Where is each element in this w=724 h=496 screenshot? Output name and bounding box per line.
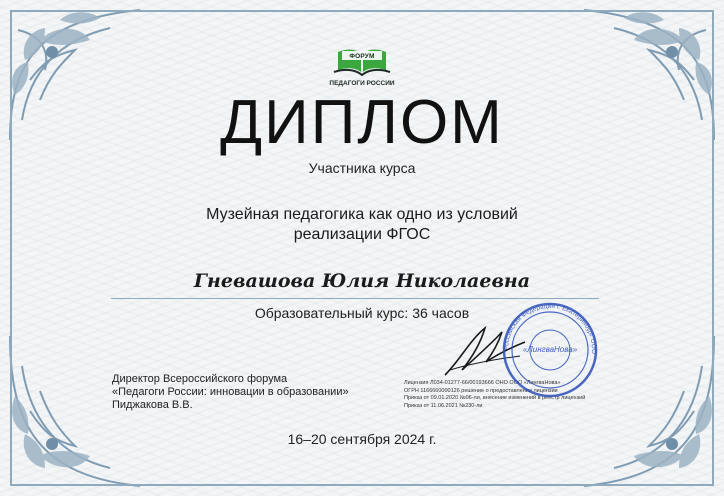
diploma-title: ДИПЛОМ [220,88,504,157]
director-name: Пиджакова В.В. [112,399,193,411]
license-line-1: Лицензия Л034-01277-66/00193666 ОНО ООО «ЛингваНова» [404,380,561,386]
course-date: 16–20 сентября 2024 г. [287,431,437,447]
director-line-1: Директор Всероссийского форума [112,373,288,385]
stamp-ring-text: Российская Федерация г. Екатеринбург ООО [502,302,598,355]
stamp-center-text: «ЛингваНова» [522,345,578,354]
license-line-2: ОГРН 1166660000126 решение о предоставлении лицензии [404,387,558,394]
license-line-3: Приказ от 09.01.2020 №06-ли, внесение изменений в реестр лицензий [404,395,586,402]
recipient-name: Гневашова Юлия Николаевна [193,270,531,292]
name-underline [111,298,599,299]
logo-bottom-text: ПЕДАГОГИ РОССИИ [329,80,395,87]
course-hours: Образовательный курс: 36 часов [254,305,470,321]
director-block [112,373,349,412]
license-line-4: Приказ от 11.06.2021 №230-ли [404,402,483,409]
course-title-line-1: Музейная педагогика как одно из условий [206,206,518,223]
forum-logo [320,42,404,92]
diploma-subtitle: Участника курса [308,160,416,176]
organization-stamp [500,300,600,400]
course-title-line-2: реализации ФГОС [293,226,431,243]
logo-top-text: ФОРУМ [349,53,375,60]
course-title [160,205,564,245]
director-line-2: «Педагоги России: инновации в образовании» [112,386,349,398]
